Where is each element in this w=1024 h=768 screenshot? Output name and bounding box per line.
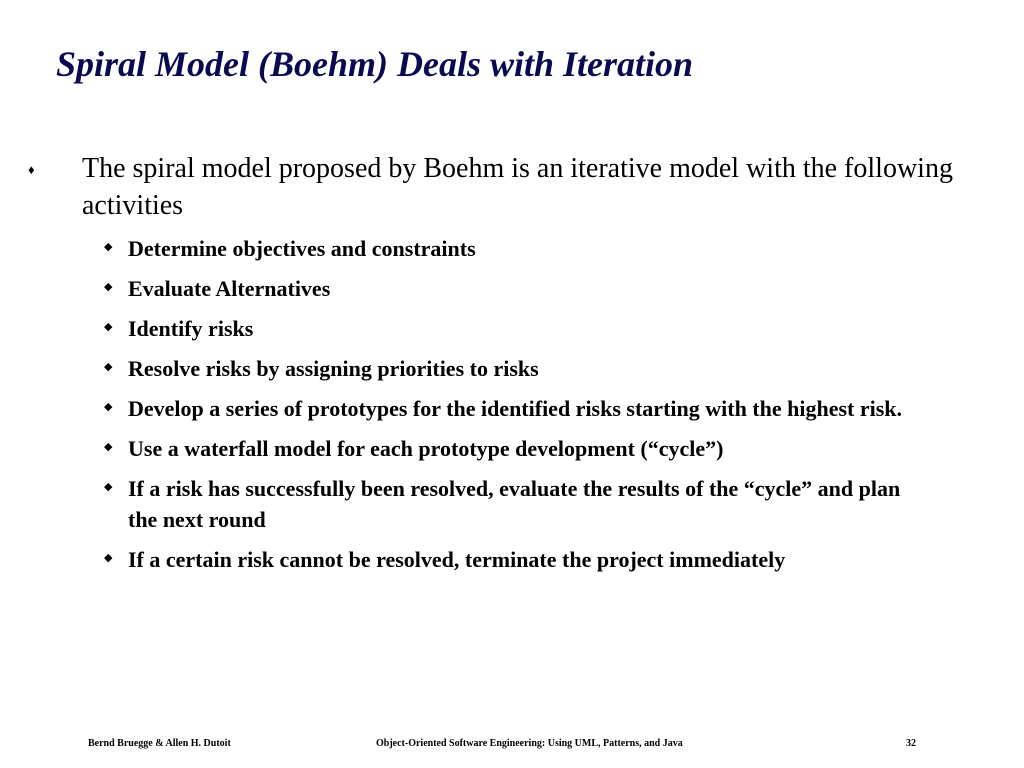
diamond-bullet-icon: ◆ <box>104 361 113 373</box>
activity-item <box>104 393 934 424</box>
activities-list <box>104 233 934 584</box>
activity-text: Resolve risks by assigning priorities to risks <box>128 356 539 381</box>
main-bullet-item <box>28 150 978 224</box>
activity-item <box>104 353 934 384</box>
activity-item <box>104 473 934 535</box>
activity-text: Develop a series of prototypes for the identified risks starting with the highest risk. <box>128 396 903 421</box>
diamond-bullet-icon: ◆ <box>104 401 113 413</box>
diamond-bullet-icon: ◆ <box>104 321 113 333</box>
activity-text: Determine objectives and constraints <box>128 236 476 261</box>
diamond-bullet-icon: ◆ <box>104 281 113 293</box>
activity-text: Identify risks <box>128 316 254 341</box>
main-bullet-text: The spiral model proposed by Boehm is an iterative model with the following activities <box>82 153 953 221</box>
activity-text: If a risk has successfully been resolved, evaluate the results of the “cycle” and plan the next round <box>128 476 901 532</box>
diamond-bullet-icon: ◆ <box>104 441 113 453</box>
activity-item <box>104 433 934 464</box>
activity-text: Evaluate Alternatives <box>128 276 331 301</box>
footer-authors: Bernd Bruegge & Allen H. Dutoit <box>88 738 231 749</box>
activity-item <box>104 233 934 264</box>
diamond-bullet-icon: ◆ <box>104 481 113 493</box>
slide-title: Spiral Model (Boehm) Deals with Iteration <box>56 44 694 84</box>
diamond-bullet-icon: ◆ <box>104 552 113 564</box>
activity-item <box>104 544 934 575</box>
activity-text: Use a waterfall model for each prototype development (“cycle”) <box>128 436 724 461</box>
activity-text: If a certain risk cannot be resolved, terminate the project immediately <box>128 547 786 572</box>
diamond-bullet-icon: ♦ <box>28 162 35 177</box>
footer-book-title: Object-Oriented Software Engineering: Using UML, Patterns, and Java <box>376 738 683 749</box>
diamond-bullet-icon: ◆ <box>104 241 113 253</box>
activity-item <box>104 313 934 344</box>
footer-page-number: 32 <box>906 738 916 749</box>
activity-item <box>104 273 934 304</box>
